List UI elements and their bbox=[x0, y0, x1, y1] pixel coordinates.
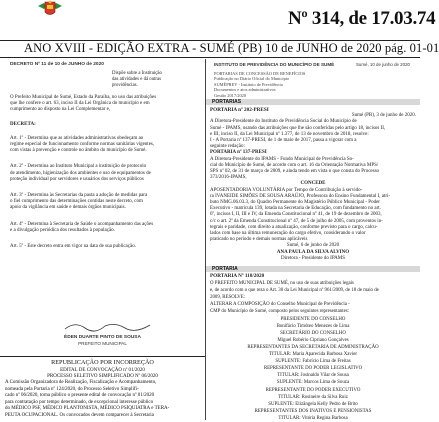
portaria-line: 373/2016-IPAMS, bbox=[210, 175, 247, 181]
portaria-line: ra IVANEIDE SIMÕES DE SOUSA ARAÚJO, Professora do Ensino Fundamental I, atri- bbox=[210, 193, 391, 199]
republication-title: REPUBLICAÇÃO POR INCORREÇÃO bbox=[51, 359, 154, 366]
notice-line: A Comissão Organizadora de Realização, Fiscalização e Acompanhamento, bbox=[5, 380, 157, 385]
portaria-line: c/c o art. 2º da Emenda Constitucional nº 47, de 5 de julho de 2005, com proventos in- bbox=[210, 218, 383, 224]
subheader-line: PORTARIAS DE CONCESSÃO DE BENEFÍCIOS bbox=[214, 71, 306, 76]
portaria-line: SUPLENTE: Elizângela Kelly Pedro de Brito bbox=[268, 401, 358, 407]
municipal-coat-of-arms-icon bbox=[35, 0, 65, 18]
portaria-line: e III, inciso II, da Lei Municipal nº 1.377, de 13 de novembro de 2018, resolve: bbox=[210, 131, 369, 137]
portaria-line: REPRESENTANTE DO PODER EXECUTIVO bbox=[265, 387, 361, 393]
portaria-line: REPRESENTANTE DO PODER LEGISLATIVO bbox=[263, 366, 363, 372]
section-divider bbox=[0, 356, 205, 357]
decree-line: Art. 4º - Determina à Secretaria de Saúde o acompanhamento das ações bbox=[10, 221, 154, 227]
portaria-line: SUPLENTE: Marcos Lima de Souza bbox=[276, 380, 350, 386]
decree-line: de atendimento, higienização dos ambientes e uso de equipamentos de bbox=[10, 170, 151, 176]
portaria-line: SPS nº 02, de 31 de março de 2009, e ainda tendo em vista o que consta do Processo bbox=[210, 169, 380, 175]
portaria-line: Sumé (PB), 3 de junho de 2020. bbox=[351, 113, 416, 119]
portaria-line: buto NMG.06.03.3, do Quadro Permanente do Magistério Público Municipal - Poder bbox=[210, 200, 380, 206]
section-band-portarias bbox=[206, 99, 420, 105]
decree-line: apoio da vigilância em saúde e demais órgãos municipais. bbox=[10, 205, 126, 211]
portaria-line: REPRESENTANTES DA SECRETARIA DE ADMINISTRAÇÃO bbox=[247, 344, 379, 350]
decree-summary-line: providências. bbox=[112, 82, 138, 88]
decree-line: o fiel cumprimento das determinações contidas neste decreto, com bbox=[10, 199, 143, 205]
decree-line: que lhe confere o art. 63, inciso II da Lei Orgânica do município e em bbox=[10, 101, 150, 107]
notice-body bbox=[5, 380, 201, 420]
portaria-line: TITULAR: Maria Aparecida Barbosa Xavier bbox=[269, 352, 357, 358]
portaria-line: PRESIDENTE DO CONSELHO bbox=[280, 316, 346, 322]
portaria-line: seguinte redação: bbox=[210, 144, 245, 150]
portaria-line: 2009, RESOLVE: bbox=[210, 295, 246, 301]
portaria-line: lados com base na última remuneração do cargo efetivo, considerando o valor bbox=[210, 231, 366, 237]
portaria-line: A Diretora-Presidente do IPAMS - Fundo Municipal de Previdência So- bbox=[210, 156, 354, 162]
portaria-line: Sumé, 6 de junho de 2020 bbox=[286, 243, 340, 249]
notice-process: PROCESSO SELETIVO SIMPLIFICADO Nº 06/2020 bbox=[47, 374, 158, 379]
edition-line: ANO XVIII - EDIÇÃO EXTRA - SUMÉ (PB) 10 de JUNHO de 2020 pág. 01-01 bbox=[24, 41, 439, 55]
decree-line: e a divulgação periódica dos resultados à população. bbox=[10, 227, 115, 233]
decree-line: cumprimento ao disposto na Lei Complementar e, bbox=[10, 107, 111, 113]
portaria-line: A Diretora-Presidente do Instituto de Previdência Social do Município de bbox=[210, 119, 357, 125]
portaria-line: I - A Portaria nº 137-PRESI, de 1 de maio de 2017, passa a vigorar com a bbox=[210, 138, 357, 144]
portaria-line: SUPLENTE: Fabrício Lima de Freitas bbox=[275, 359, 351, 365]
portaria-110-title: PORTARIA Nº 110/2020 bbox=[210, 273, 265, 279]
portaria-line: REPRESENTANTES DOS INATIVOS E PENSIONISTAS bbox=[254, 408, 372, 414]
portaria-line: CMP do Município de Sumé, composto pelos seguintes representantes: bbox=[210, 309, 350, 315]
notice-line: PEUTA OCUPACIONAL. Os convocados devem comparecer à Secretaria bbox=[5, 412, 154, 418]
masthead bbox=[0, 0, 436, 40]
portaria-line: 6º, incisos I, II, III e IV, da Emenda Constitucional nº 41, de 19 de dezembro de 2003, bbox=[210, 212, 382, 218]
decree-line: regime especial de funcionamento conforme normas sanitárias vigentes, bbox=[10, 142, 155, 148]
issue-number: Nº 314, de 17.03.74 bbox=[288, 8, 436, 29]
portaria-signer: ANA PAULA DA SILVA ALVINO bbox=[276, 249, 350, 255]
decree-title: DECRETO Nº 11 de 10 de JUNHO de 2020 bbox=[10, 62, 104, 67]
notice-line: nomeada pela Portaria nº 124/2020, do Processo Seletivo Simplifi- bbox=[5, 386, 139, 392]
decree-line: O Prefeito Municipal de Sumé, Estado da Paraíba, no uso das atribuições bbox=[10, 95, 157, 100]
portaria-line: SECRETÁRIO DO CONSELHO bbox=[280, 330, 346, 336]
decree-line: Art. 5º - Este decreto entra em vigor na data de sua publicação. bbox=[10, 244, 136, 250]
institute-subheader bbox=[214, 71, 414, 98]
decree-decreta: DECRETA: bbox=[10, 121, 36, 127]
portaria-line: APOSENTADORIA VOLUNTÁRIA por Tempo de Contribuição à servido- bbox=[210, 187, 363, 193]
portaria-line: TITULAR: Vitória Regina Barbosa bbox=[278, 415, 348, 421]
portaria-concede: CONCEDE bbox=[300, 181, 326, 187]
subheader-line: Documentos e atos administrativos bbox=[214, 87, 276, 93]
portaria-line: Sumé - IPAMS, usando das atribuições que lhe são conferidas pelo artigo 18, incisos II, bbox=[210, 125, 386, 131]
decree-summary-line: das atividades e dá outras bbox=[112, 76, 162, 82]
notice-edital: EDITAL DE CONVOCAÇÃO nº 01/2020 bbox=[60, 368, 145, 373]
subheader-line: SUMÉPREV - Instituto de Previdência bbox=[214, 81, 283, 87]
institute-header: INSTITUTO DE PREVIDÊNCIA DO MUNICÍPIO DE SUMÉ bbox=[214, 62, 335, 67]
portaria-line: praticado no período e demais normas aplicáveis bbox=[210, 237, 308, 243]
decree-signer-name: ÉDEN DUARTE PINTO DE SOUSA bbox=[64, 335, 141, 340]
portaria-line: PORTARIA nº 137-PRESI bbox=[210, 150, 267, 156]
notice-line: cado nº 06/2020, torna público o presente edital de convocação nº 01/2020 bbox=[5, 393, 155, 399]
decree-summary-line: Dispõe sobre a Instituição bbox=[112, 71, 162, 76]
portaria-110 bbox=[210, 273, 416, 422]
portaria-line: tegrais e paridade, com direito a atualização, conforme previsto para o cargo, calcu- bbox=[210, 224, 378, 230]
portaria-line: TITULAR: Rosineire da Silva Ruiz bbox=[278, 394, 348, 400]
notice-line: do MÉDICO PSF, MÉDICO PLANTONISTA, MÉDICO PSIQUIATRA e TERA- bbox=[5, 406, 170, 412]
decree-body bbox=[10, 95, 200, 250]
decree-signer-role: PREFEITO MUNICIPAL bbox=[78, 341, 127, 346]
subheader-line: Publicação no Diário Oficial do Município bbox=[214, 76, 290, 82]
portaria-line: e, de acordo com o que reza o Art. 30 da Lei Municipal nº 961/2009, de 18 de maio de bbox=[210, 288, 379, 294]
signature bbox=[55, 320, 175, 332]
band-label: PORTARIA bbox=[212, 266, 238, 272]
portaria-signer-role: Diretora - Presidente do IPAMS bbox=[281, 255, 345, 261]
portaria-line: cial do Município de Sumé, de acordo com o art. 16 da Orientação Normativa MPS/ bbox=[210, 162, 379, 168]
portaria-202-title: PORTARIA nº 202-PRESI bbox=[210, 107, 269, 113]
decree-line: com vistas à prevenção e controle no âmbito do município de Sumé. bbox=[10, 148, 147, 154]
decree-summary bbox=[112, 71, 162, 88]
portaria-line: O PREFEITO MUNICIPAL DE SUMÉ, no uso de suas atribuições legais bbox=[210, 281, 354, 287]
republication-notice bbox=[0, 358, 205, 420]
decree-line: Art. 2º - Determina ao Instituto Municipal a instituição de protocolo bbox=[10, 164, 147, 170]
decree-line: proteção individual por servidores e usuários dos serviços públicos bbox=[10, 176, 144, 182]
subheader-line: Gestão 2017/2020 bbox=[214, 92, 247, 98]
portaria-line: Bonifácio Timóteo Menezes de Lima bbox=[276, 323, 350, 329]
portaria-line: TITULAR: Josinaldo Vilar de Sousa bbox=[277, 373, 349, 379]
left-decree bbox=[0, 59, 205, 355]
decree-line: Art. 3º - Determina às Secretarias da pasta a adoção de medidas para bbox=[10, 193, 148, 199]
portaria-line: Executivo - matrícula 139, lotada na Secretaria de Educação, com fundamento no art. bbox=[210, 206, 381, 212]
portaria-202 bbox=[210, 107, 416, 262]
institute-date: Sumé, 10 de junho de 2020 bbox=[356, 62, 410, 67]
masthead-rule-bottom bbox=[0, 57, 420, 58]
decree-line: Art. 1º - Determina que as atividades administrativas obedeçam ao bbox=[10, 135, 144, 141]
portaria-line: Miguel Robério Cipriano Gonçalves bbox=[277, 337, 349, 343]
notice-line: para contratação por tempo determinado, de excepcional interesse público bbox=[5, 399, 154, 405]
section-band-portaria bbox=[206, 266, 420, 272]
band-label: PORTARIAS bbox=[212, 99, 242, 105]
portaria-line: ALTERAR A COMPOSIÇÃO do Conselho Municipal de Previdência - bbox=[210, 302, 350, 308]
